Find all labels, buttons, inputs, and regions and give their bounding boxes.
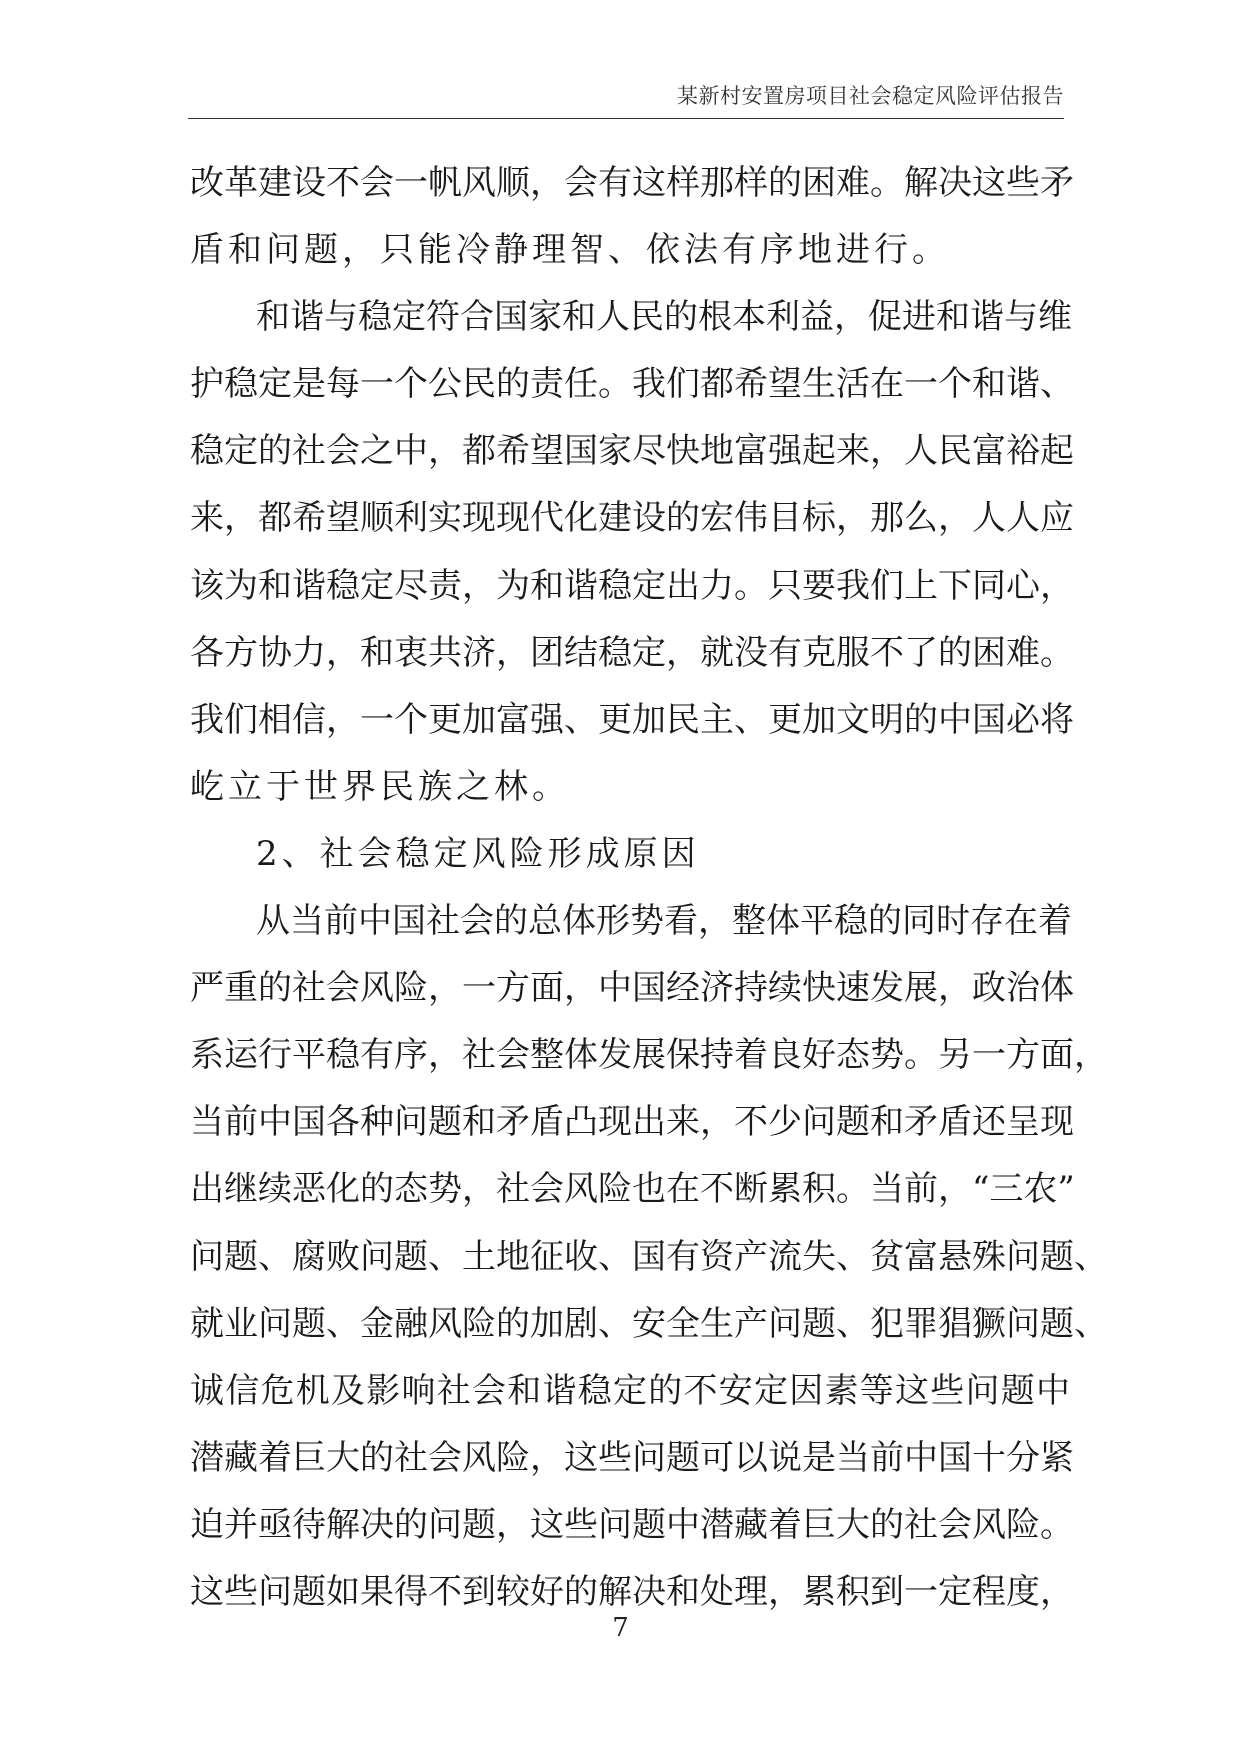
page-number: 7	[612, 1613, 629, 1643]
text-line: 出继续恶化的态势，社会风险也在不断累积。当前，“三农”	[190, 1169, 1075, 1210]
text-line: 这些问题如果得不到较好的解决和处理，累积到一定程度，	[190, 1571, 1074, 1612]
text-line: 问题、腐败问题、土地征收、国有资产流失、贫富悬殊问题、	[190, 1236, 1108, 1277]
text-line: 该为和谐稳定尽责，为和谐稳定出力。只要我们上下同心，	[190, 565, 1074, 606]
text-line: 迫并亟待解决的问题，这些问题中潜藏着巨大的社会风险。	[190, 1504, 1074, 1545]
text-line: 潜藏着巨大的社会风险，这些问题可以说是当前中国十分紧	[190, 1437, 1074, 1478]
text-line: 和谐与稳定符合国家和人民的根本利益，促进和谐与维	[256, 297, 1072, 338]
text-line: 我们相信，一个更加富强、更加民主、更加文明的中国必将	[190, 699, 1074, 740]
text-line: 改革建设不会一帆风顺，会有这样那样的困难。解决这些矛	[190, 163, 1074, 203]
text-line: 当前中国各种问题和矛盾凸现出来，不少问题和矛盾还呈现	[190, 1102, 1074, 1143]
text-line: 系运行平稳有序，社会整体发展保持着良好态势。另一方面，	[190, 1035, 1108, 1076]
text-line: 就业问题、金融风险的加剧、安全生产问题、犯罪猖獗问题、	[190, 1303, 1108, 1344]
page-header	[188, 80, 1064, 119]
text-line: 盾和问题，只能冷静理智、依法有序地进行。	[190, 230, 950, 271]
text-line: 各方协力，和衷共济，团结稳定，就没有克服不了的困难。	[190, 632, 1074, 673]
text-line: 来，都希望顺利实现现代化建设的宏伟目标，那么，人人应	[190, 498, 1074, 539]
text-line: 护稳定是每一个公民的责任。我们都希望生活在一个和谐、	[190, 364, 1074, 405]
text-line: 诚信危机及影响社会和谐稳定的不安定因素等这些问题中	[190, 1370, 1070, 1411]
text-line: 2、社会稳定风险形成原因	[256, 833, 700, 874]
text-line: 稳定的社会之中，都希望国家尽快地富强起来，人民富裕起	[190, 431, 1074, 472]
text-line: 屹立于世界民族之林。	[190, 766, 570, 807]
text-line: 从当前中国社会的总体形势看，整体平稳的同时存在着	[256, 901, 1072, 942]
header-title: 某新村安置房项目社会稳定风险评估报告	[677, 84, 1064, 108]
body-text	[190, 150, 1108, 1626]
text-line: 严重的社会风险，一方面，中国经济持续快速发展，政治体	[190, 968, 1074, 1009]
